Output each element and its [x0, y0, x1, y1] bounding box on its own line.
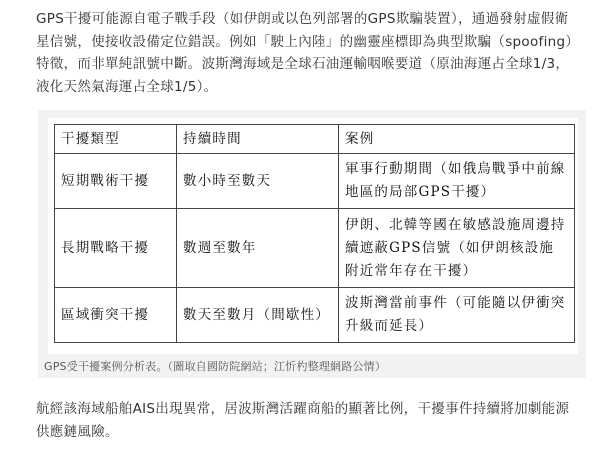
table-cell: 短期戰術干擾	[55, 154, 177, 209]
figure-caption: GPS受干擾案例分析表。（圖取自國防院網站；江忻杓整理網路公情）	[44, 360, 387, 373]
closing-paragraph: 航經該海域船舶AIS出現異常，居波斯灣活躍商船的顯著比例，干擾事件持續將加劇能源供應鏈風險。	[36, 401, 570, 440]
table-row	[55, 209, 575, 288]
table-cell: 數天至數月（間歇性）	[177, 288, 339, 343]
header-cell-duration: 持續時間	[177, 125, 339, 154]
table-cell: 軍事行動期間（如俄烏戰爭中前線地區的局部GPS干擾）	[339, 154, 575, 209]
intro-paragraph: GPS干擾可能源自電子戰手段（如伊朗或以色列部署的GPS欺騙裝置），通過發射虛假衛星信號，使接收設備定位錯誤。例如「駛上內陸」的幽靈座標即為典型欺騙（spoofing）特徵，而非單純訊號中斷。波斯灣海域是全球石油運輸咽喉要道（原油海運占全球1/3，液化天然氣海運占全球1/5）。	[36, 11, 580, 95]
table-cell: 數小時至數天	[177, 154, 339, 209]
header-cell-case: 案例	[339, 125, 575, 154]
header-cell-type: 干擾類型	[55, 125, 177, 154]
gps-interference-table	[54, 124, 575, 343]
table-row	[55, 288, 575, 343]
table-row	[55, 154, 575, 209]
table-cell: 區域衝突干擾	[55, 288, 177, 343]
table-header-row	[55, 125, 575, 154]
table-cell: 數週至數年	[177, 209, 339, 288]
table-cell: 長期戰略干擾	[55, 209, 177, 288]
table-image-frame	[48, 118, 578, 354]
table-figure	[38, 110, 586, 378]
table-cell: 伊朗、北韓等國在敏感設施周邊持續遮蔽GPS信號（如伊朗核設施附近常年存在干擾）	[339, 209, 575, 288]
table-cell: 波斯灣當前事件（可能隨以伊衝突升級而延長）	[339, 288, 575, 343]
